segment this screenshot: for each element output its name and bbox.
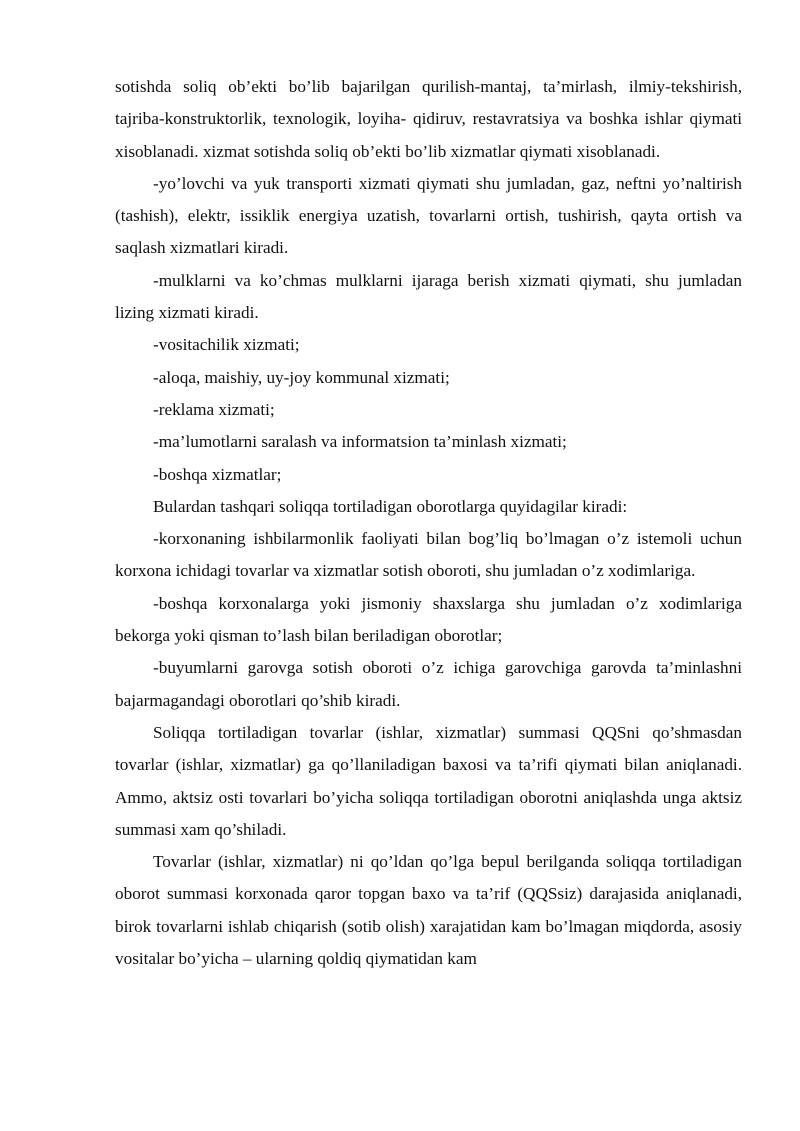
list-item-malumotlar: -ma’lumotlarni saralash va informatsion ta’minlash xizmati; [153, 432, 567, 452]
paragraph-1: sotishda soliq ob’ekti bo’lib bajarilgan qurilish-mantaj, ta’mirlash, ilmiy-tekshirish, tajriba-konstruktorlik, texnologik, loyiha- qidiruv, restavratsiya va boshka ishlar qiymati xisoblanadi. xizmat sotishda soliq ob’ekti bo’lib xizmatlar qiymati xisoblanadi. [115, 77, 742, 161]
list-item-vositachilik: -vositachilik xizmati; [153, 335, 300, 355]
list-item-boshqa: -boshqa xizmatlar; [153, 464, 282, 484]
paragraph-korxonaning: -korxonaning ishbilarmonlik faoliyati bilan bog’liq bo’lmagan o’z istemoli uchun korxona ichidagi tovarlar va xizmatlar sotish oboroti, shu jumladan o’z xodimlariga. [115, 529, 742, 581]
paragraph-2: -yo’lovchi va yuk transporti xizmati qiymati shu jumladan, gaz, neftni yo’naltirish (tashish), elektr, issiklik energiya uzatish, tovarlarni ortish, tushirish, qayta ortish va saqlash xizmatlari kiradi. [115, 173, 742, 258]
paragraph-tovarlar: Tovarlar (ishlar, xizmatlar) ni qo’ldan qo’lga bepul berilganda soliqqa tortiladigan oborot summasi korxonada qaror topgan baxo va ta’rif (QQSsiz) darajasida aniqlanadi, birok tovarlarni ishlab chiqarish (sotib olish) xarajatidan kam bo’lmagan miqdorda, asosiy vositalar bo’yicha – ularning qoldiq qiymatidan kam [115, 852, 742, 969]
document-page [115, 71, 742, 975]
list-item-aloqa: -aloqa, maishiy, uy-joy kommunal xizmati; [153, 367, 450, 387]
paragraph-soliqqa: Soliqqa tortiladigan tovarlar (ishlar, xizmatlar) summasi QQSni qo’shmasdan tovarlar (ishlar, xizmatlar) ga qo’llaniladigan baxosi va ta’rifi qiymati bilan aniqlanadi. Ammo, aktsiz osti tovarlari bo’yicha soliqqa tortiladigan oborotni aniqlashda unga aktsiz summasi xam qo’shiladi. [115, 722, 742, 839]
paragraph-buyumlarni: -buyumlarni garovga sotish oboroti o’z ichiga garovchiga garovda ta’minlashni bajarmagandagi oborotlari qo’shib kiradi. [115, 658, 742, 710]
paragraph-boshqa-korxonalarga: -boshqa korxonalarga yoki jismoniy shaxslarga shu jumladan o’z xodimlariga bekorga yoki qisman to’lash bilan beriladigan oborotlar; [115, 593, 742, 646]
paragraph-3: -mulklarni va ko’chmas mulklarni ijaraga berish xizmati qiymati, shu jumladan lizing xizmati kiradi. [115, 270, 742, 323]
paragraph-bulardan: Bulardan tashqari soliqqa tortiladigan oborotlarga quyidagilar kiradi: [153, 496, 628, 516]
list-item-reklama: -reklama xizmati; [153, 399, 275, 419]
